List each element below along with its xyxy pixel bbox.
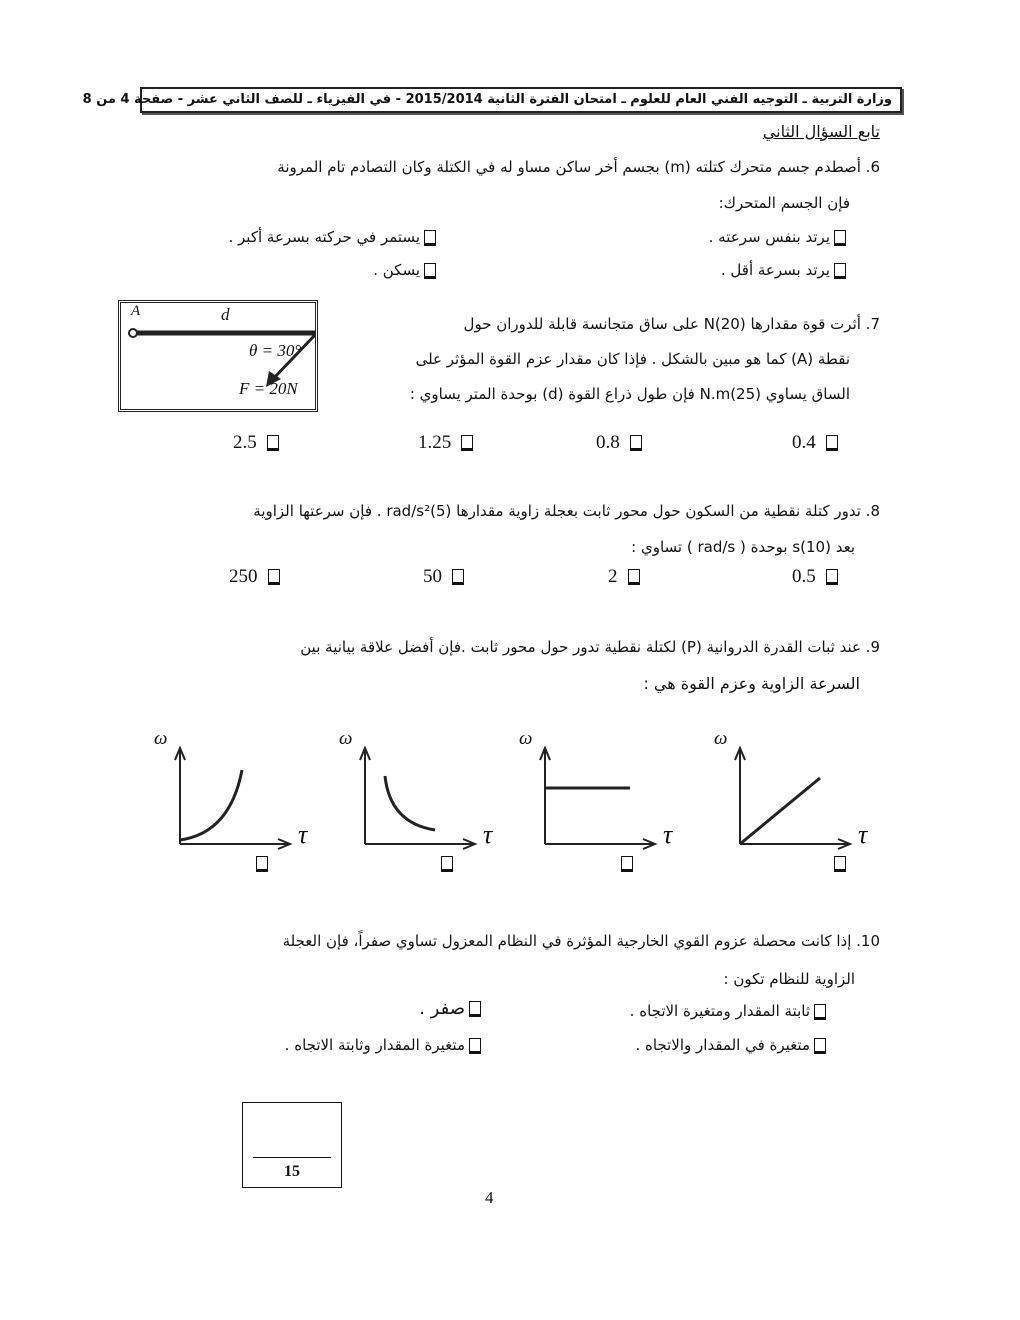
checkbox[interactable] [834, 263, 846, 279]
option-label: يسكن . [373, 261, 420, 279]
q8-option-2[interactable] [608, 566, 644, 588]
q7-figure [118, 300, 318, 412]
x-axis-label: τ [663, 820, 673, 849]
option-label: 2.5 [233, 432, 257, 453]
q7-text-line1: 7. أثرت قوة مقدارها N(20) على ساق متجانسة قابلة للدوران حول [463, 315, 880, 333]
q8-option-3[interactable] [423, 566, 468, 588]
q7-option-2[interactable] [596, 432, 646, 454]
section-title: تابع السؤال الثاني [762, 122, 880, 141]
option-label: 50 [423, 566, 442, 587]
checkbox[interactable] [826, 435, 838, 451]
option-label: يستمر في حركته بسرعة أكبر . [228, 228, 420, 246]
q10-option-2[interactable] [419, 998, 485, 1019]
q8-option-1[interactable] [792, 566, 842, 588]
option-label: 0.4 [792, 432, 816, 453]
option-label: 250 [229, 566, 258, 587]
graph-svg [515, 728, 695, 878]
option-label: 2 [608, 566, 618, 587]
score-divider [253, 1157, 331, 1158]
q10-text-line1: 10. إذا كانت محصلة عزوم القوي الخارجية المؤثرة في النظام المعزول تساوي صفراً، فإن العجلة [282, 932, 880, 950]
option-label: 1.25 [418, 432, 452, 453]
q8-option-4[interactable] [229, 566, 284, 588]
graph-svg [150, 728, 330, 878]
option-label: 0.8 [596, 432, 620, 453]
q7-option-4[interactable] [233, 432, 283, 454]
q9-checkbox[interactable] [256, 856, 268, 872]
y-axis-label: ω [519, 728, 533, 749]
q8-text-line1: 8. تدور كتلة نقطية من السكون حول محور ثابت بعجلة زاوية مقدارها (5)rad/s² . فإن سرعتها الزاوية [253, 502, 880, 520]
option-label: 0.5 [792, 566, 816, 587]
q8-text-line2: بعد s(10) بوحدة ( rad/s ) تساوي : [631, 538, 855, 556]
graph-curve [740, 778, 820, 844]
pivot-point [129, 329, 137, 337]
x-axis-label: τ [483, 820, 493, 849]
q9-checkbox[interactable] [621, 856, 633, 872]
q7-option-1[interactable] [792, 432, 842, 454]
checkbox[interactable] [267, 435, 279, 451]
page-header: وزارة التربية ـ التوجيه الفني العام للعلوم ـ امتحان الفترة الثانية 2015/2014 - في الفيزياء ـ للصف الثاني عشر - صفحة 4 من 8 [140, 87, 902, 113]
graph-curve [180, 770, 242, 840]
q9-graph-option-2 [335, 728, 515, 878]
checkbox[interactable] [452, 569, 464, 585]
q9-graph-option-1 [150, 728, 330, 878]
q10-text-line2: الزاوية للنظام تكون : [723, 970, 855, 988]
q6-option-4[interactable] [373, 261, 440, 279]
q10-option-1[interactable] [630, 1002, 830, 1020]
graph-svg [335, 728, 515, 878]
option-label: متغيرة المقدار وثابتة الاتجاه . [284, 1036, 465, 1054]
length-label: d [221, 305, 230, 324]
checkbox[interactable] [814, 1038, 826, 1054]
option-label: يرتد بنفس سرعته . [708, 228, 830, 246]
q6-option-3[interactable] [721, 261, 850, 279]
q6-text-line2: فإن الجسم المتحرك: [718, 194, 850, 212]
q7-text-line3: الساق يساوي N.m(25) فإن طول ذراع القوة (d) بوحدة المتر يساوي : [409, 385, 850, 403]
score-box [242, 1102, 342, 1188]
y-axis-label: ω [154, 728, 168, 749]
y-axis-label: ω [714, 728, 728, 749]
checkbox[interactable] [469, 1038, 481, 1054]
checkbox[interactable] [424, 263, 436, 279]
checkbox[interactable] [630, 435, 642, 451]
q10-option-4[interactable] [285, 1036, 485, 1054]
option-label: ثابتة المقدار ومتغيرة الاتجاه . [629, 1002, 810, 1020]
graph-svg [710, 728, 890, 878]
score-total: 15 [284, 1163, 300, 1180]
option-label: يرتد بسرعة أقل . [720, 261, 830, 279]
checkbox[interactable] [461, 435, 473, 451]
q9-checkbox[interactable] [441, 856, 453, 872]
q6-option-2[interactable] [228, 228, 440, 246]
angle-label: θ = 30° [249, 341, 302, 360]
q9-checkbox[interactable] [834, 856, 846, 872]
q6-text-line1: 6. أصطدم جسم متحرك كتلته (m) بجسم أخر ساكن مساو له في الكتلة وكان التصادم تام المرونة [277, 158, 880, 176]
checkbox[interactable] [268, 569, 280, 585]
option-label: متغيرة في المقدار والاتجاه . [635, 1036, 810, 1054]
q9-graph-option-3 [515, 728, 695, 878]
q10-option-3[interactable] [635, 1036, 830, 1054]
checkbox[interactable] [424, 230, 436, 246]
y-axis-label: ω [339, 728, 353, 749]
checkbox[interactable] [814, 1004, 826, 1020]
checkbox[interactable] [628, 569, 640, 585]
q7-option-3[interactable] [418, 432, 477, 454]
q6-option-1[interactable] [709, 228, 850, 246]
graph-curve [385, 776, 435, 830]
checkbox[interactable] [834, 230, 846, 246]
x-axis-label: τ [298, 820, 308, 849]
point-label: A [131, 303, 141, 319]
q9-graph-option-4 [710, 728, 890, 878]
checkbox[interactable] [826, 569, 838, 585]
checkbox[interactable] [469, 1001, 481, 1017]
force-label: F = 20N [239, 379, 298, 398]
option-label: صفر . [419, 998, 465, 1019]
page-number: 4 [485, 1188, 494, 1207]
x-axis-label: τ [858, 820, 868, 849]
q7-text-line2: نقطة (A) كما هو مبين بالشكل . فإذا كان مقدار عزم القوة المؤثر على [415, 350, 850, 368]
q9-text-line1: 9. عند ثبات القدرة الدروانية (P) لكتلة نقطية تدور حول محور ثابت .فإن أفضل علاقة بيانية بين [300, 638, 880, 656]
q9-text-line2: السرعة الزاوية وعزم القوة هي : [643, 674, 860, 693]
